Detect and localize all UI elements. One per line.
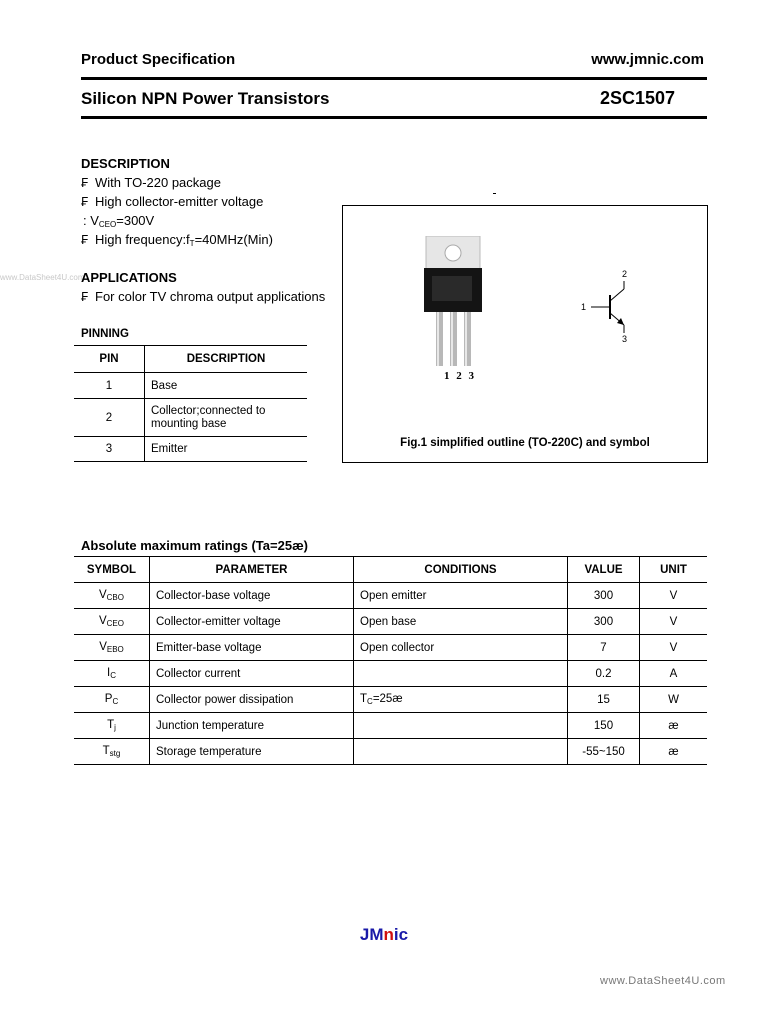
figure-caption: Fig.1 simplified outline (TO-220C) and symbol <box>400 437 650 449</box>
description-item-3: ₣ High $frequency:f_T=40MHz(Min)$ <box>81 232 273 248</box>
figure-box <box>342 205 708 463</box>
table-row: $T_{stg}$ Storage temperature -55~150 æ <box>74 739 707 765</box>
vceo-spec: : $V_{CEO}=300V$ <box>83 213 155 229</box>
col-header-symbol: SYMBOL <box>74 557 150 583</box>
pinning-heading: PINNING <box>81 328 129 340</box>
table-row: 3 Emitter <box>74 437 307 462</box>
bullet-glyph: ₣ <box>81 289 89 304</box>
bullet-glyph: ₣ <box>81 232 89 247</box>
bullet-glyph: ₣ <box>81 175 89 190</box>
header-rule-bottom <box>81 116 707 119</box>
condition-cell: $T_C=25æ$ <box>354 687 568 713</box>
col-header-pin: PIN <box>74 346 145 373</box>
table-row: $I_C$ Collector current 0.2 A <box>74 661 707 687</box>
table-row: $T_j$ Junction temperature 150 æ <box>74 713 707 739</box>
jmnic-logo: JMnic <box>359 925 409 944</box>
symbol-cell: $T_{stg}$ <box>74 739 150 765</box>
applications-heading: APPLICATIONS <box>81 270 177 285</box>
header-product-spec: Product Specification <box>81 51 236 68</box>
table-row: 2 Collector;connected to mounting base <box>74 399 307 437</box>
symbol-cell: $V_{CEO}$ <box>74 609 150 635</box>
col-header-parameter: PARAMETER <box>150 557 354 583</box>
header-rule-top <box>81 77 707 80</box>
col-header-unit: UNIT <box>640 557 708 583</box>
symbol-pin-2: 2 <box>622 269 628 279</box>
header-website: www.jmnic.com <box>591 51 704 68</box>
table-row: $V_{CEO}$ Collector-emitter voltage Open base 300 V <box>74 609 707 635</box>
ratings-table <box>74 556 707 765</box>
pinning-table <box>74 345 307 462</box>
watermark-left: www.DataSheet4U.com <box>0 273 85 282</box>
symbol-cell: $I_C$ <box>74 661 150 687</box>
table-row: $P_C$ Collector power dissipation $T_C=25æ$ 15 W <box>74 687 707 713</box>
table-header-row <box>74 557 707 583</box>
description-item-2: ₣ High collector-emitter voltage <box>81 194 264 209</box>
package-pin-labels: 1 2 3 <box>444 370 476 382</box>
ratings-title: Absolute maximum ratings (Ta=25æ) <box>81 538 308 553</box>
description-item-1: ₣ With TO-220 package <box>81 175 221 190</box>
applications-item-1: ₣ For color TV chroma output applications <box>81 289 326 304</box>
table-row: $V_{CBO}$ Collector-base voltage Open emitter 300 V <box>74 583 707 609</box>
col-header-description: DESCRIPTION <box>145 346 308 373</box>
description-heading: DESCRIPTION <box>81 156 170 171</box>
part-number: 2SC1507 <box>600 88 676 108</box>
col-header-conditions: CONDITIONS <box>354 557 568 583</box>
stray-mark <box>493 193 496 194</box>
doc-title: Silicon NPN Power Transistors <box>81 89 330 108</box>
to220-package-image <box>418 236 498 381</box>
symbol-pin-1: 1 <box>581 302 587 312</box>
table-header-row <box>74 346 307 373</box>
symbol-cell: $V_{EBO}$ <box>74 635 150 661</box>
symbol-cell: $T_j$ <box>74 713 150 739</box>
table-row: 1 Base <box>74 373 307 399</box>
col-header-value: VALUE <box>568 557 640 583</box>
symbol-pin-3: 3 <box>622 334 628 344</box>
bullet-glyph: ₣ <box>81 194 89 209</box>
table-row: $V_{EBO}$ Emitter-base voltage Open collector 7 V <box>74 635 707 661</box>
symbol-cell: $P_C$ <box>74 687 150 713</box>
symbol-cell: $V_{CBO}$ <box>74 583 150 609</box>
watermark-bottom: www.DataSheet4U.com <box>600 975 726 987</box>
npn-transistor-symbol-icon <box>583 281 643 351</box>
